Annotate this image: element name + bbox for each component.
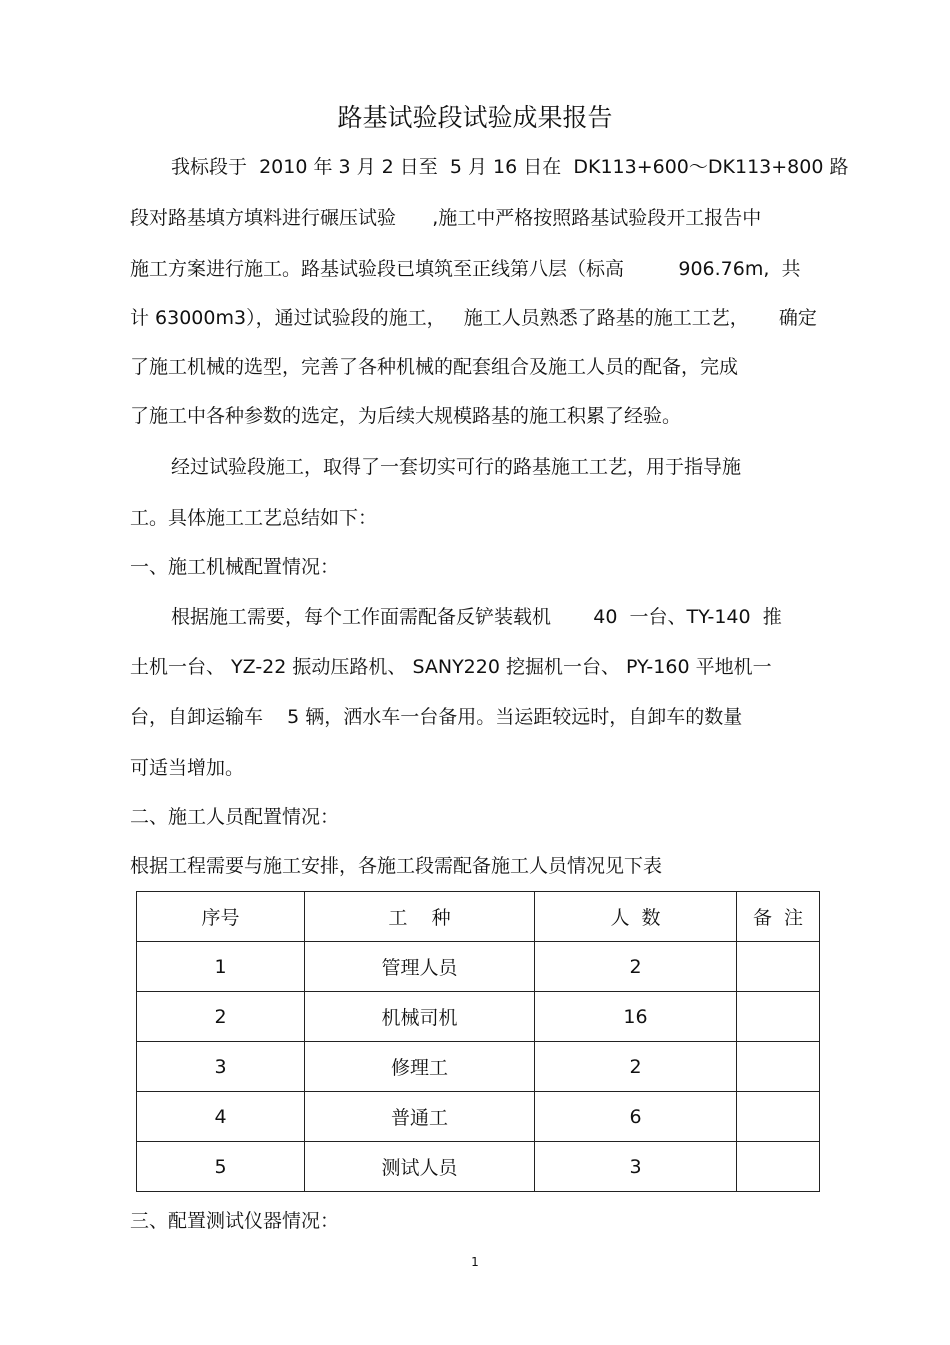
document-title: 路基试验段试验成果报告 <box>337 103 613 132</box>
section-2-heading: 二、施工人员配置情况： <box>130 806 340 828</box>
page-number: 1 <box>471 1255 479 1269</box>
cell-headcount: 2 <box>535 942 737 992</box>
header-index: 序号 <box>137 892 305 942</box>
cell-job-type: 机械司机 <box>305 992 535 1042</box>
table-row <box>137 1042 820 1092</box>
cell-remarks <box>737 942 820 992</box>
section-1-line-2: 土机一台、 YZ-22 振动压路机、 SANY220 挖掘机一台、 PY-160 平地机一 <box>130 656 772 678</box>
summary-line-1: 经过试验段施工，取得了一套切实可行的路基施工工艺，用于指导施 <box>171 456 742 478</box>
header-job-type: 工 种 <box>305 892 535 942</box>
section-2-intro: 根据工程需要与施工安排，各施工段需配备施工人员情况见下表 <box>130 855 663 877</box>
cell-remarks <box>737 992 820 1042</box>
cell-index: 1 <box>137 942 305 992</box>
cell-index: 4 <box>137 1092 305 1142</box>
intro-line-3: 施工方案进行施工。路基试验段已填筑至正线第八层（标高 906.76m, 共 <box>130 258 801 280</box>
cell-headcount: 2 <box>535 1042 737 1092</box>
cell-remarks <box>737 1042 820 1092</box>
cell-headcount: 6 <box>535 1092 737 1142</box>
section-1-line-1: 根据施工需要，每个工作面需配备反铲装载机 40 一台、TY-140 推 <box>171 606 782 628</box>
cell-remarks <box>737 1142 820 1192</box>
staff-table <box>136 891 820 1192</box>
table-row <box>137 1092 820 1142</box>
table-row <box>137 1142 820 1192</box>
intro-line-4: 计 63000m3），通过试验段的施工， 施工人员熟悉了路基的施工工艺， 确定 <box>130 307 817 329</box>
cell-headcount: 16 <box>535 992 737 1042</box>
cell-job-type: 修理工 <box>305 1042 535 1092</box>
cell-job-type: 普通工 <box>305 1092 535 1142</box>
cell-headcount: 3 <box>535 1142 737 1192</box>
cell-job-type: 测试人员 <box>305 1142 535 1192</box>
cell-index: 5 <box>137 1142 305 1192</box>
table-row <box>137 992 820 1042</box>
section-1-line-3: 台，自卸运输车 5 辆，洒水车一台备用。当运距较远时，自卸车的数量 <box>130 706 743 728</box>
section-3-heading: 三、配置测试仪器情况： <box>130 1210 340 1232</box>
table-row <box>137 942 820 992</box>
section-1-heading: 一、施工机械配置情况： <box>130 556 340 578</box>
cell-index: 3 <box>137 1042 305 1092</box>
cell-index: 2 <box>137 992 305 1042</box>
cell-job-type: 管理人员 <box>305 942 535 992</box>
intro-line-1: 我标段于 2010 年 3 月 2 日至 5 月 16 日在 DK113+600～DK113+800 路 <box>171 156 849 178</box>
header-headcount: 人 数 <box>535 892 737 942</box>
section-1-line-4: 可适当增加。 <box>130 757 245 779</box>
table-header-row <box>137 892 820 942</box>
intro-line-2: 段对路基填方填料进行碾压试验 ,施工中严格按照路基试验段开工报告中 <box>130 207 762 229</box>
summary-line-2: 工。具体施工工艺总结如下： <box>130 507 378 529</box>
header-remarks: 备 注 <box>737 892 820 942</box>
intro-line-6: 了施工中各种参数的选定，为后续大规模路基的施工积累了经验。 <box>130 405 682 427</box>
intro-line-5: 了施工机械的选型，完善了各种机械的配套组合及施工人员的配备，完成 <box>130 356 739 378</box>
cell-remarks <box>737 1092 820 1142</box>
